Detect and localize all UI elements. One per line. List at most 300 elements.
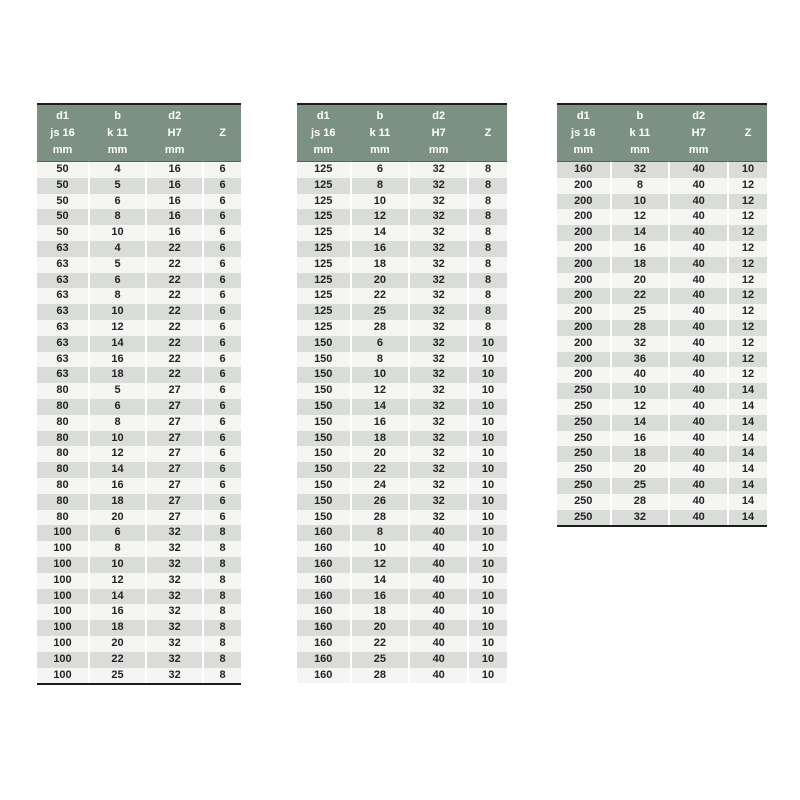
cell: 12 [727, 336, 767, 352]
table-row [297, 225, 507, 241]
cell: 6 [202, 336, 241, 352]
cell: 6 [202, 178, 241, 194]
cell: 200 [557, 209, 610, 225]
cell: 160 [297, 541, 350, 557]
cell: 14 [727, 446, 767, 462]
cell: 32 [408, 336, 467, 352]
cell: 25 [610, 304, 669, 320]
cell: 80 [37, 415, 88, 431]
table-row [297, 446, 507, 462]
cell: 32 [408, 510, 467, 526]
cell: 32 [145, 557, 202, 573]
cell: 4 [88, 162, 145, 178]
cell: 6 [202, 399, 241, 415]
cell: 10 [467, 573, 507, 589]
table-row [37, 399, 241, 415]
cell: 12 [727, 320, 767, 336]
table-row [297, 194, 507, 210]
cell: 14 [727, 478, 767, 494]
cell: 8 [88, 541, 145, 557]
cell: 10 [467, 636, 507, 652]
cell: 40 [668, 383, 727, 399]
cell: 27 [145, 415, 202, 431]
cell: 6 [202, 162, 241, 178]
cell: 40 [668, 273, 727, 289]
cell: 6 [202, 478, 241, 494]
header-line: H7 [167, 126, 182, 139]
cell: 14 [727, 431, 767, 447]
cell: 63 [37, 367, 88, 383]
cell: 12 [727, 288, 767, 304]
cell: 8 [467, 178, 507, 194]
table-row [297, 257, 507, 273]
cell: 200 [557, 225, 610, 241]
table-row [557, 352, 767, 368]
table-row [37, 178, 241, 194]
cell: 8 [467, 304, 507, 320]
cell: 8 [467, 209, 507, 225]
cell: 22 [145, 241, 202, 257]
cell: 200 [557, 257, 610, 273]
header-line: d1 [576, 109, 590, 122]
cell: 10 [467, 478, 507, 494]
cell: 28 [610, 320, 669, 336]
cell: 24 [350, 478, 409, 494]
cell: 200 [557, 336, 610, 352]
cell: 200 [557, 241, 610, 257]
cell: 12 [727, 352, 767, 368]
cell: 40 [408, 589, 467, 605]
column-header-b [350, 105, 409, 162]
table-row [37, 162, 241, 178]
cell: 8 [467, 225, 507, 241]
spec-table-1 [37, 103, 241, 685]
cell: 14 [727, 399, 767, 415]
cell: 12 [610, 209, 669, 225]
cell: 18 [88, 620, 145, 636]
cell: 27 [145, 431, 202, 447]
cell: 10 [88, 304, 145, 320]
cell: 6 [88, 399, 145, 415]
cell: 250 [557, 431, 610, 447]
cell: 8 [350, 525, 409, 541]
header-line: js 16 [311, 126, 336, 139]
table-row [557, 415, 767, 431]
header-row [557, 105, 767, 162]
table-row [297, 462, 507, 478]
cell: 10 [467, 415, 507, 431]
header-line: d1 [316, 109, 330, 122]
table-row [557, 273, 767, 289]
cell: 40 [668, 478, 727, 494]
cell: 10 [467, 383, 507, 399]
cell: 40 [668, 288, 727, 304]
cell: 6 [202, 194, 241, 210]
cell: 32 [610, 510, 669, 526]
cell: 14 [610, 225, 669, 241]
cell: 250 [557, 446, 610, 462]
cell: 40 [668, 209, 727, 225]
table-row [37, 336, 241, 352]
cell: 32 [408, 431, 467, 447]
cell: 32 [408, 478, 467, 494]
header-line: b [636, 109, 644, 122]
cell: 125 [297, 225, 350, 241]
cell: 8 [467, 320, 507, 336]
cell: 125 [297, 288, 350, 304]
table-row [297, 525, 507, 541]
table-row [297, 352, 507, 368]
cell: 27 [145, 399, 202, 415]
column-header-z [467, 105, 507, 162]
table-row [297, 288, 507, 304]
table-row [297, 415, 507, 431]
column-header-d2 [408, 105, 467, 162]
cell: 6 [202, 494, 241, 510]
cell: 6 [202, 510, 241, 526]
table-row [557, 494, 767, 510]
cell: 40 [408, 573, 467, 589]
cell: 22 [88, 652, 145, 668]
cell: 150 [297, 494, 350, 510]
cell: 20 [610, 462, 669, 478]
cell: 10 [467, 462, 507, 478]
table-row [37, 194, 241, 210]
cell: 16 [145, 225, 202, 241]
cell: 100 [37, 668, 88, 684]
cell: 12 [88, 320, 145, 336]
cell: 125 [297, 273, 350, 289]
cell: 40 [408, 541, 467, 557]
header-line: d2 [432, 109, 446, 122]
header-line: mm [428, 143, 449, 156]
cell: 27 [145, 446, 202, 462]
cell: 32 [408, 383, 467, 399]
table-row [37, 367, 241, 383]
cell: 16 [145, 194, 202, 210]
header-line: k 11 [629, 126, 651, 139]
cell: 150 [297, 462, 350, 478]
header-line: Z [484, 126, 492, 139]
cell: 22 [145, 352, 202, 368]
header-line: mm [52, 143, 73, 156]
cell: 150 [297, 367, 350, 383]
column-header-d1 [557, 105, 610, 162]
table-row [297, 178, 507, 194]
cell: 32 [408, 446, 467, 462]
cell: 12 [727, 367, 767, 383]
cell: 32 [145, 525, 202, 541]
cell: 150 [297, 431, 350, 447]
table-row [297, 652, 507, 668]
table-row [557, 241, 767, 257]
cell: 16 [88, 352, 145, 368]
table-row [37, 241, 241, 257]
cell: 10 [467, 525, 507, 541]
table-row [557, 478, 767, 494]
cell: 40 [668, 510, 727, 526]
cell: 8 [202, 604, 241, 620]
cell: 63 [37, 320, 88, 336]
cell: 10 [467, 541, 507, 557]
cell: 10 [467, 336, 507, 352]
cell: 150 [297, 510, 350, 526]
cell: 27 [145, 494, 202, 510]
cell: 8 [88, 209, 145, 225]
cell: 32 [408, 241, 467, 257]
table-row [37, 652, 241, 668]
cell: 16 [145, 178, 202, 194]
cell: 80 [37, 446, 88, 462]
cell: 6 [202, 383, 241, 399]
cell: 200 [557, 352, 610, 368]
cell: 32 [408, 415, 467, 431]
cell: 100 [37, 525, 88, 541]
table-row [37, 288, 241, 304]
cell: 10 [467, 446, 507, 462]
cell: 5 [88, 257, 145, 273]
cell: 125 [297, 162, 350, 178]
cell: 12 [610, 399, 669, 415]
table-row [557, 367, 767, 383]
cell: 20 [350, 446, 409, 462]
cell: 100 [37, 652, 88, 668]
table-row [297, 209, 507, 225]
cell: 160 [297, 668, 350, 684]
cell: 32 [408, 178, 467, 194]
table-row [297, 589, 507, 605]
cell: 10 [350, 194, 409, 210]
cell: 16 [610, 241, 669, 257]
cell: 32 [408, 162, 467, 178]
table-row [37, 620, 241, 636]
table-row [37, 573, 241, 589]
table-row [297, 510, 507, 526]
cell: 125 [297, 304, 350, 320]
cell: 14 [727, 383, 767, 399]
cell: 160 [297, 573, 350, 589]
cell: 150 [297, 352, 350, 368]
cell: 40 [668, 367, 727, 383]
cell: 125 [297, 241, 350, 257]
table-row [557, 257, 767, 273]
cell: 12 [350, 557, 409, 573]
table-row [37, 209, 241, 225]
table-row [557, 225, 767, 241]
table-row [37, 494, 241, 510]
table-row [297, 620, 507, 636]
spec-table-3 [557, 103, 767, 527]
cell: 63 [37, 241, 88, 257]
table-row [297, 273, 507, 289]
cell: 8 [467, 162, 507, 178]
cell: 16 [350, 241, 409, 257]
cell: 40 [668, 225, 727, 241]
cell: 12 [727, 257, 767, 273]
cell: 150 [297, 399, 350, 415]
cell: 18 [88, 494, 145, 510]
cell: 40 [668, 352, 727, 368]
cell: 125 [297, 178, 350, 194]
cell: 10 [610, 194, 669, 210]
cell: 14 [88, 336, 145, 352]
header-line: mm [688, 143, 709, 156]
table-row [297, 304, 507, 320]
cell: 6 [202, 273, 241, 289]
cell: 80 [37, 383, 88, 399]
cell: 200 [557, 194, 610, 210]
cell: 6 [202, 241, 241, 257]
cell: 5 [88, 383, 145, 399]
cell: 63 [37, 257, 88, 273]
table-row [297, 241, 507, 257]
cell: 32 [145, 652, 202, 668]
table-row [557, 462, 767, 478]
cell: 22 [145, 336, 202, 352]
table-row [37, 431, 241, 447]
cell: 6 [88, 525, 145, 541]
cell: 40 [408, 620, 467, 636]
cell: 160 [297, 652, 350, 668]
table-row [297, 478, 507, 494]
cell: 6 [202, 257, 241, 273]
table-row [297, 557, 507, 573]
cell: 125 [297, 194, 350, 210]
cell: 10 [350, 541, 409, 557]
table-row [557, 194, 767, 210]
table-row [37, 225, 241, 241]
cell: 200 [557, 273, 610, 289]
table-row [37, 589, 241, 605]
table-row [297, 573, 507, 589]
cell: 63 [37, 304, 88, 320]
cell: 50 [37, 178, 88, 194]
cell: 18 [610, 446, 669, 462]
table-row [297, 320, 507, 336]
header-line: k 11 [369, 126, 391, 139]
cell: 80 [37, 462, 88, 478]
cell: 25 [88, 668, 145, 684]
cell: 8 [202, 557, 241, 573]
cell: 50 [37, 225, 88, 241]
cell: 200 [557, 304, 610, 320]
cell: 32 [408, 352, 467, 368]
cell: 100 [37, 573, 88, 589]
header-line: d1 [56, 109, 69, 122]
cell: 18 [610, 257, 669, 273]
cell: 200 [557, 288, 610, 304]
cell: 100 [37, 636, 88, 652]
cell: 25 [610, 478, 669, 494]
cell: 100 [37, 541, 88, 557]
cell: 8 [202, 589, 241, 605]
cell: 32 [408, 194, 467, 210]
cell: 26 [350, 494, 409, 510]
cell: 14 [727, 462, 767, 478]
cell: 14 [350, 399, 409, 415]
cell: 32 [145, 573, 202, 589]
header-line: b [376, 109, 384, 122]
cell: 160 [297, 636, 350, 652]
cell: 6 [202, 367, 241, 383]
cell: 25 [350, 304, 409, 320]
cell: 160 [557, 162, 610, 178]
cell: 10 [467, 510, 507, 526]
cell: 32 [408, 367, 467, 383]
column-header-b [88, 105, 145, 162]
cell: 80 [37, 510, 88, 526]
cell: 8 [467, 194, 507, 210]
cell: 12 [350, 209, 409, 225]
cell: 32 [145, 668, 202, 684]
cell: 22 [145, 288, 202, 304]
cell: 160 [297, 557, 350, 573]
header-line: mm [370, 143, 390, 156]
cell: 14 [727, 494, 767, 510]
table-row [37, 257, 241, 273]
cell: 10 [88, 431, 145, 447]
spec-table-2 [297, 103, 507, 683]
cell: 250 [557, 494, 610, 510]
cell: 10 [88, 225, 145, 241]
cell: 40 [668, 178, 727, 194]
cell: 22 [145, 304, 202, 320]
table-row [297, 431, 507, 447]
cell: 16 [145, 162, 202, 178]
cell: 40 [668, 162, 727, 178]
table-row [297, 541, 507, 557]
cell: 32 [610, 162, 669, 178]
cell: 8 [350, 352, 409, 368]
table-row [297, 494, 507, 510]
cell: 50 [37, 162, 88, 178]
cell: 40 [668, 431, 727, 447]
table-row [37, 273, 241, 289]
cell: 32 [145, 604, 202, 620]
cell: 8 [467, 241, 507, 257]
cell: 8 [202, 652, 241, 668]
cell: 40 [668, 446, 727, 462]
table-row [557, 209, 767, 225]
cell: 10 [610, 383, 669, 399]
cell: 8 [610, 178, 669, 194]
cell: 150 [297, 415, 350, 431]
table-row [37, 446, 241, 462]
cell: 16 [88, 604, 145, 620]
cell: 12 [350, 383, 409, 399]
table-row [297, 668, 507, 684]
cell: 28 [350, 510, 409, 526]
cell: 20 [88, 510, 145, 526]
cell: 40 [408, 557, 467, 573]
cell: 250 [557, 399, 610, 415]
column-header-d2 [668, 105, 727, 162]
table-row [37, 462, 241, 478]
cell: 8 [202, 636, 241, 652]
cell: 150 [297, 336, 350, 352]
cell: 32 [408, 225, 467, 241]
header-line: d2 [692, 109, 706, 122]
cell: 250 [557, 510, 610, 526]
cell: 100 [37, 557, 88, 573]
table-row [37, 478, 241, 494]
table-row [557, 288, 767, 304]
cell: 14 [350, 573, 409, 589]
cell: 250 [557, 415, 610, 431]
cell: 40 [408, 604, 467, 620]
cell: 6 [88, 273, 145, 289]
cell: 63 [37, 288, 88, 304]
